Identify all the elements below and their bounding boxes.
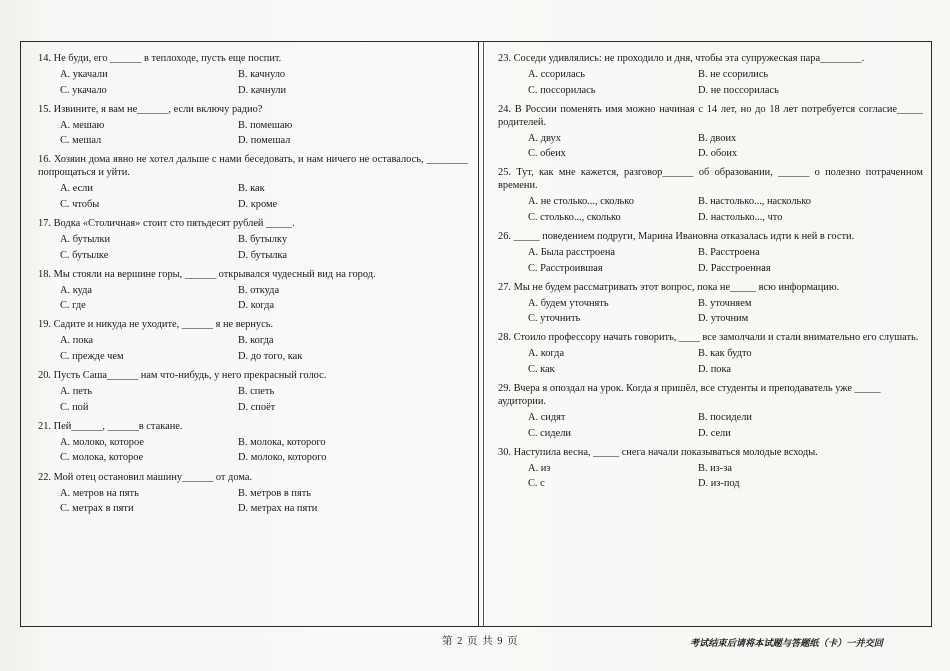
question-text: 28. Стоило профессору начать говорить, ____ все замолчали и стали внимательно его слушать.: [498, 332, 919, 344]
answer-option: D. обоих: [698, 148, 738, 160]
answer-option: C. мешал: [60, 135, 102, 147]
question-text: 22. Мой отец остановил машину______ от дома.: [38, 471, 253, 483]
answer-options: [498, 246, 923, 275]
answer-option: D. пока: [698, 363, 731, 375]
answer-option: D. споёт: [238, 401, 276, 413]
answer-option: B. помешаю: [238, 119, 293, 131]
answer-options: [38, 119, 468, 148]
answer-option: А. бутылки: [60, 234, 111, 246]
answer-option: C. с: [528, 478, 545, 490]
answer-option: А. будем уточнять: [528, 297, 609, 309]
question-text: 16. Хозяин дома явно не хотел дальше с нами беседовать, и нам ничего не оставалось, ________ попрощаться и уйти.: [38, 154, 468, 179]
answer-options: [38, 385, 468, 414]
answer-option: C. как: [528, 363, 555, 375]
question-block: [498, 331, 923, 376]
question-block: [38, 103, 468, 148]
question-text: 29. Вчера я опоздал на урок. Когда я пришёл, все студенты и преподаватель уже _____ аудитории.: [498, 383, 881, 408]
question-text: 24. В России поменять имя можно начиная с 14 лет, но до 18 лет потребуется согласие_____ родителей.: [498, 103, 923, 128]
answer-option: C. укачало: [60, 84, 107, 96]
question-block: [498, 230, 923, 275]
answer-option: B. откуда: [238, 284, 280, 296]
question-block: [38, 318, 468, 363]
answer-option: D. настолько..., что: [698, 211, 783, 223]
question-block: [498, 103, 923, 161]
answer-option: C. молока, которое: [60, 452, 144, 464]
question-block: [498, 382, 923, 440]
question-block: [38, 153, 468, 211]
answer-option: D. Расстроенная: [698, 262, 771, 274]
answer-option: B. метров в пять: [238, 487, 311, 499]
answer-options: [38, 284, 468, 313]
answer-option: B. Расстроена: [698, 247, 760, 259]
question-block: [38, 420, 468, 465]
answer-option: D. качнули: [238, 84, 287, 96]
answer-options: [38, 334, 468, 363]
answer-option: D. не поссорилась: [698, 84, 779, 96]
answer-option: C. бутылке: [60, 249, 109, 261]
answer-option: B. качнуло: [238, 69, 286, 80]
question-block: [498, 166, 923, 224]
answer-option: B. двоих: [698, 132, 737, 144]
answer-option: А. сидят: [528, 412, 566, 424]
page-number: 第 2 页 共 9 页: [442, 636, 519, 647]
answer-options: [498, 462, 923, 491]
answer-options: [38, 233, 468, 262]
answer-option: C. метрах в пяти: [60, 503, 134, 514]
answer-option: А. если: [60, 183, 93, 195]
question-text: 19. Садите и никуда не уходите, ______ я не вернусь.: [38, 319, 274, 331]
answer-option: А. куда: [60, 284, 93, 296]
answer-option: А. пока: [60, 335, 93, 347]
question-block: [498, 446, 923, 491]
answer-options: [38, 68, 468, 97]
answer-options: [498, 411, 923, 440]
answer-option: А. петь: [60, 386, 93, 398]
answer-options: [498, 68, 923, 97]
question-text: 17. Водка «Столичная» стоит сто пятьдесят рублей _____.: [38, 218, 295, 230]
answer-option: B. когда: [238, 335, 274, 347]
answer-option: А. когда: [528, 348, 565, 360]
question-text: 30. Наступила весна, _____ снега начали показываться молодые всходы.: [498, 446, 818, 458]
answer-option: D. когда: [238, 300, 275, 312]
question-text: 26. _____ поведением подруги, Марина Ивановна отказалась идти к ней в гости.: [498, 231, 855, 243]
answer-option: А. из: [528, 462, 551, 474]
answer-option: D. уточним: [698, 313, 749, 325]
answer-option: А. мешаю: [60, 119, 105, 131]
answer-option: C. обеих: [528, 148, 566, 160]
question-block: [38, 52, 468, 97]
answer-option: А. двух: [528, 132, 561, 144]
question-text: 20. Пусть Саша______ нам что-нибудь, у него прекрасный голос.: [38, 370, 327, 382]
right-column: [498, 52, 923, 497]
answer-option: C. Расстроившая: [528, 262, 603, 274]
answer-option: B. как: [238, 183, 265, 195]
answer-options: [38, 436, 468, 465]
answer-option: D. кроме: [238, 198, 278, 210]
question-text: 14. Не буди, его ______ в теплоходе, пусть еще поспит.: [38, 53, 282, 64]
answer-option: C. пой: [60, 401, 89, 413]
answer-option: А. ссорилась: [528, 69, 586, 80]
question-block: [38, 471, 468, 516]
column-divider-inner: [483, 41, 484, 627]
answer-option: C. поссорилась: [528, 84, 596, 96]
answer-option: B. как будто: [698, 348, 752, 360]
answer-option: А. Была расстроена: [528, 247, 616, 259]
answer-options: [498, 132, 923, 161]
answer-option: А. молоко, которое: [60, 436, 144, 448]
submission-notice: 考试结束后请将本试题与答题纸（卡）一并交回: [690, 638, 883, 648]
answer-option: D. помешал: [238, 135, 291, 147]
question-text: 15. Извините, я вам не______, если включу радио?: [38, 103, 263, 115]
question-block: [38, 217, 468, 262]
answer-options: [38, 487, 468, 516]
column-divider: [478, 41, 479, 627]
question-text: 21. Пей______, ______в стакане.: [38, 420, 183, 432]
answer-option: А. не столько..., сколько: [528, 196, 634, 208]
answer-option: B. настолько..., насколько: [698, 196, 812, 208]
question-text: 25. Тут, как мне кажется, разговор______ об образовании, ______ о полезно потраченном времени.: [498, 167, 923, 192]
answer-option: D. молоко, которого: [238, 452, 327, 464]
question-block: [38, 369, 468, 414]
answer-option: B. молока, которого: [238, 436, 326, 448]
answer-option: D. из-под: [698, 478, 740, 490]
answer-option: C. сидели: [528, 427, 571, 439]
question-text: 18. Мы стояли на вершине горы, ______ открывался чудесный вид на город.: [38, 268, 376, 280]
answer-option: D. сели: [698, 427, 731, 439]
answer-options: [498, 297, 923, 326]
question-block: [38, 268, 468, 313]
question-text: 27. Мы не будем рассматривать этот вопрос, пока не_____ всю информацию.: [498, 281, 840, 293]
question-block: [498, 52, 923, 97]
question-text: 23. Соседи удивлялись: не проходило и дня, чтобы эта супружеская пара________.: [498, 53, 865, 64]
question-block: [498, 281, 923, 326]
answer-option: D. метрах на пяти: [238, 503, 318, 514]
answer-option: B. из-за: [698, 462, 732, 474]
answer-option: B. не ссорились: [698, 69, 769, 80]
answer-option: C. прежде чем: [60, 350, 124, 362]
answer-option: А. укачали: [60, 69, 108, 80]
answer-option: B. уточняем: [698, 297, 752, 309]
answer-option: C. столько..., сколько: [528, 211, 621, 223]
answer-option: B. посидели: [698, 412, 752, 424]
answer-option: C. уточнить: [528, 313, 581, 325]
left-column: [38, 52, 468, 521]
answer-options: [498, 347, 923, 376]
answer-option: А. метров на пять: [60, 487, 139, 499]
answer-options: [38, 182, 468, 211]
answer-option: D. до того, как: [238, 350, 303, 362]
answer-option: B. спеть: [238, 386, 275, 398]
answer-option: C. чтобы: [60, 198, 100, 210]
answer-options: [498, 195, 923, 224]
answer-option: D. бутылка: [238, 249, 287, 261]
answer-option: B. бутылку: [238, 234, 288, 246]
answer-option: C. где: [60, 300, 86, 312]
